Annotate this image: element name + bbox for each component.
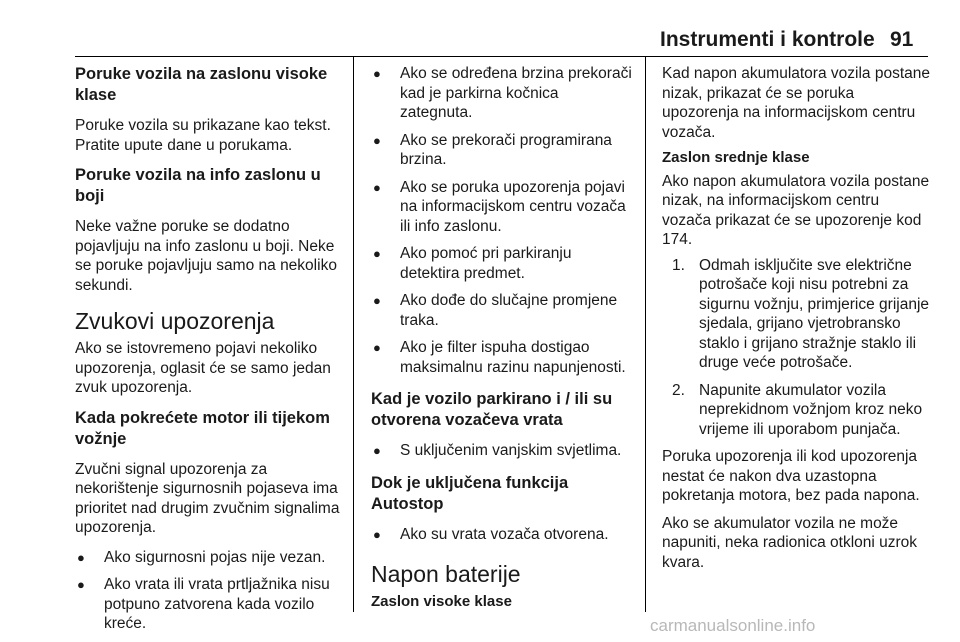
bullet-icon: ● [373,293,381,308]
paragraph-zvukovi: Ako se istovremeno pojavi nekoliko upozorenja, oglasit će se samo jedan zvuk upozorenja. [75,340,331,396]
bullet-icon: ● [373,246,381,261]
column-divider [353,57,354,612]
list-item: ● Ako pomoć pri parkiranju detektira predmet. [373,245,572,282]
numbered-step: 2. Napunite akumulator vozila neprekidnom vožnjom kroz neko vrijeme ili uporabom punjača. [672,381,923,438]
bullet-icon: ● [77,577,85,592]
bullet-icon: ● [373,66,381,81]
page-number: 91 [890,28,914,51]
paragraph-napon-visoka: Kad napon akumulatora vozila postane nizak, prikazat će se poruka upozorenja na informacijskom centru vozača. [662,65,930,141]
page-header-title: Instrumenti i kontrole [660,28,875,51]
list-item: ● Ako vrata ili vrata prtljažnika nisu potpuno zatvorena kada vozilo kreće. [77,576,330,632]
heading-napon-baterije: Napon baterije [371,561,521,587]
numbered-step: 1. Odmah isključite sve električne potrošače koji nisu potrebni za sigurnu vožnju, primjerice grijanje sjedala, grijano vjetrobransko staklo i grijano stražnje staklo ili druge veće potrošače. [672,256,930,371]
heading-autostop: Dok je uključena funkcija Autostop [371,473,569,513]
watermark: carmanualsonline.info [650,616,816,635]
column-middle [371,64,633,616]
list-item: ● Ako se poruka upozorenja pojavi na informacijskom centru vozača ili info zaslonu. [373,178,626,235]
heading-zaslon-srednje: Zaslon srednje klase [662,149,810,166]
bullet-icon: ● [373,443,381,458]
paragraph-kada-pokrecete: Zvučni signal upozorenja za nekorištenje sigurnosnih pojaseva ima prioritet nad drugim zvučnim signalima upozorenja. [75,460,340,536]
list-item: ● Ako su vrata vozača otvorena. [373,525,609,543]
heading-info-zaslon: Poruke vozila na info zaslonu u boji [75,166,321,205]
heading-kada-pokrecete: Kada pokrećete motor ili tijekom vožnje [75,408,330,448]
list-item: ● S uključenim vanjskim svjetlima. [373,442,622,459]
bullet-icon: ● [373,526,381,542]
header-rule [75,56,928,57]
list-item: ● Ako se prekorači programirana brzina. [373,131,612,168]
list-item: ● Ako se određena brzina prekorači kad je parkirna kočnica zategnuta. [373,65,632,121]
list-item: ● Ako dođe do slučajne promjene traka. [373,292,618,329]
heading-poruke: Poruke vozila na zaslonu visoke klase [75,65,328,104]
paragraph-radionica: Ako se akumulator vozila ne može napuniti, neka radionica otkloni uzrok kvara. [662,514,918,571]
column-divider [645,57,646,612]
heading-parkirano: Kad je vozilo parkirano i / ili su otvorena vozačeva vrata [371,390,613,429]
bullet-icon: ● [373,340,381,355]
column-right [662,64,930,582]
heading-zvukovi: Zvukovi upozorenja [75,308,275,334]
paragraph-napon-srednja: Ako napon akumulatora vozila postane nizak, na informacijskom centru vozača prikazat će se upozorenje kod 174. [662,172,930,248]
heading-zaslon-visoke: Zaslon visoke klase [371,593,512,610]
list-item: ● Ako sigurnosni pojas nije vezan. [77,548,326,566]
list-item: ● Ako je filter ispuha dostigao maksimalnu razinu napunjenosti. [373,339,626,376]
bullet-icon: ● [373,179,381,195]
bullet-icon: ● [373,132,381,148]
paragraph-poruke: Poruke vozila su prikazane kao tekst. Pratite upute dane u porukama. [75,117,331,154]
paragraph-info-zaslon: Neke važne poruke se dodatno pojavljuju na info zaslonu u boji. Neke se poruke pojavljuju samo na nekoliko sekundi. [75,218,337,294]
bullet-icon: ● [77,549,85,565]
paragraph-poruka-nestat: Poruka upozorenja ili kod upozorenja nestat će nakon dva uzastopna pokretanja motora, bez pada napona. [662,448,920,504]
column-left [75,64,343,642]
